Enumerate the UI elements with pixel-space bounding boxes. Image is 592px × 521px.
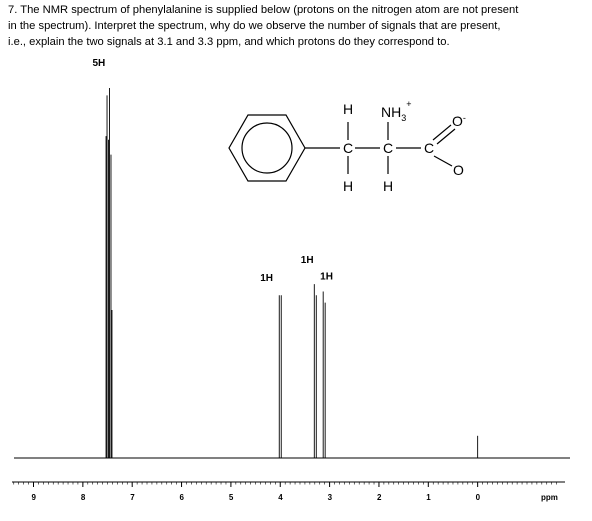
atom-o-bottom: O	[453, 162, 464, 178]
atom-c1: C	[343, 140, 354, 156]
nmr-spectrum	[14, 58, 570, 458]
integration-label-3: 1H	[300, 255, 314, 267]
question-line-3: i.e., explain the two signals at 3.1 and 3.3 ppm, and which protons do they correspond to.	[8, 36, 450, 48]
ppm-axis	[12, 482, 565, 502]
bond-c3-o-top-b	[437, 129, 455, 144]
benzene-ring	[229, 115, 305, 181]
bond-c3-o-bottom	[434, 156, 452, 166]
integration-label-2: 1H	[260, 273, 274, 285]
atom-nh3: $NH_3^+$	[381, 99, 412, 123]
tick-label-3: 3	[327, 493, 333, 502]
atom-c3: C	[424, 140, 435, 156]
atom-h-bottom-left: H	[343, 178, 354, 194]
structure-atoms	[343, 99, 466, 194]
benzene-inner-circle	[242, 123, 292, 173]
tick-label-8: 8	[80, 493, 86, 502]
tick-label-4: 4	[278, 493, 283, 502]
tick-label-7: 7	[130, 493, 135, 502]
question-line-1: 7. The NMR spectrum of phenylalanine is supplied below (protons on the nitrogen atom are not present	[8, 4, 519, 16]
tick-label-5: 5	[228, 493, 234, 502]
integration-label-1: 5H	[92, 58, 106, 69]
atom-o-top: O-	[452, 113, 466, 129]
bond-c3-o-top-a	[433, 125, 451, 140]
tick-label-0: 0	[475, 493, 481, 502]
tick-label-1: 1	[426, 493, 431, 502]
tick-label-2: 2	[376, 493, 382, 502]
question-line-2: in the spectrum). Interpret the spectrum, why do we observe the number of signals that are present,	[8, 20, 501, 32]
atom-h-top-left: H	[343, 101, 354, 117]
atom-h-bottom-right: H	[383, 178, 394, 194]
atom-c2: C	[383, 140, 394, 156]
tick-label-6: 6	[179, 493, 185, 502]
axis-label-ppm: ppm	[541, 493, 558, 502]
tick-label-9: 9	[31, 493, 36, 502]
integration-label-4: 1H	[320, 271, 333, 283]
phenylalanine-structure	[229, 115, 455, 181]
